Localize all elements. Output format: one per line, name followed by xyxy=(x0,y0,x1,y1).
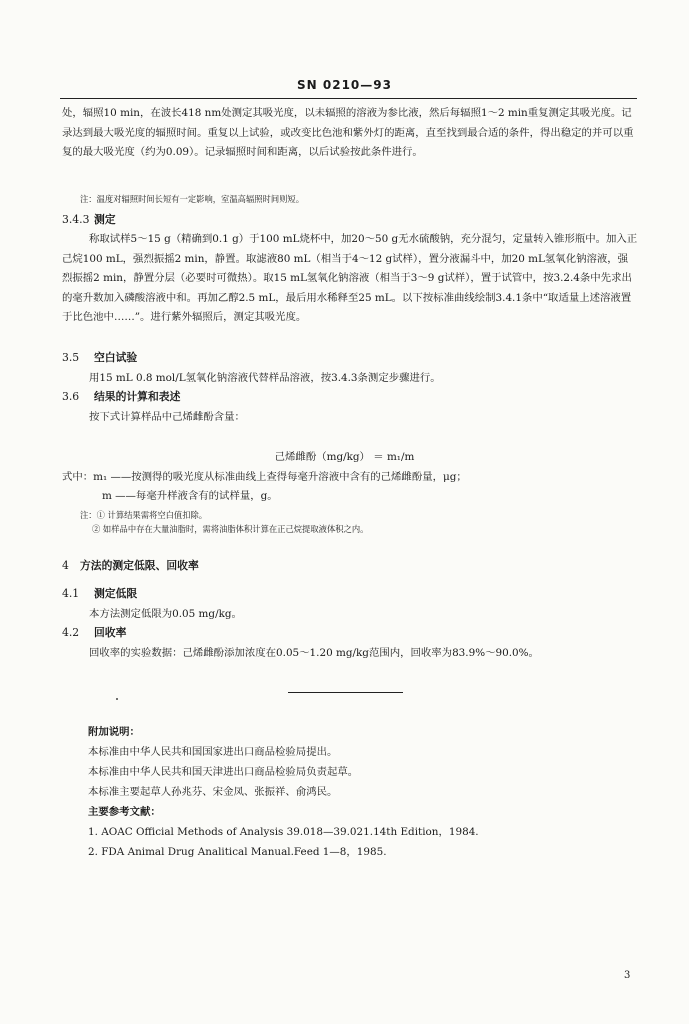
page-number: 3 xyxy=(624,970,631,981)
section-3-5-paragraph: 用15 mL 0.8 mol/L氢氧化钠溶液代替样品溶液，按3.4.3条测定步骤进行。 xyxy=(89,372,441,384)
section-4-2-paragraph: 回收率的实验数据：己烯雌酚添加浓度在0.05～1.20 mg/kg范围内，回收率为83.9%～90.0%。 xyxy=(89,647,539,659)
section-number: 4.2 xyxy=(62,626,80,639)
note-2: ② 如样品中存在大量油脂时，需将油脂体积计算在正己烷提取液体积之内。 xyxy=(92,524,369,534)
appendix-line-3: 本标准主要起草人孙兆芬、宋金凤、张振祥、俞鸿民。 xyxy=(88,786,338,798)
section-title: 测定低限 xyxy=(94,587,138,600)
section-title: 回收率 xyxy=(94,626,127,639)
reference-2: 2. FDA Animal Drug Analitical Manual.Feed 1—8，1985. xyxy=(88,846,387,858)
header-rule xyxy=(60,98,637,99)
section-title: 结果的计算和表述 xyxy=(94,390,181,403)
section-3-6-paragraph: 按下式计算样品中己烯雌酚含量： xyxy=(89,411,245,423)
section-3-4-3-heading xyxy=(62,212,116,227)
definition-m1: m₁ ——按测得的吸光度从标准曲线上查得每毫升溶液中含有的己烯雌酚量，μg； xyxy=(93,471,467,483)
appendix xyxy=(88,722,628,862)
section-title: 空白试验 xyxy=(94,351,138,364)
section-number: 3.4.3 xyxy=(62,213,90,226)
formula: 己烯雌酚（mg/kg） ＝ m₁/m xyxy=(274,451,415,463)
section-4-1-heading xyxy=(62,586,137,601)
notes-lead: 注： xyxy=(80,510,97,520)
section-number: 4 xyxy=(62,559,69,572)
definition-m: m ——每毫升样液含有的试样量，g。 xyxy=(102,490,278,502)
section-4-1-paragraph: 本方法测定低限为0.05 mg/kg。 xyxy=(89,608,242,620)
references-title: 主要参考文献： xyxy=(88,806,161,818)
definitions-lead: 式中： xyxy=(62,471,94,483)
section-3-6-heading xyxy=(62,389,180,404)
appendix-title: 附加说明： xyxy=(88,726,140,738)
section-number: 4.1 xyxy=(62,587,80,600)
section-title: 测定 xyxy=(94,213,116,226)
appendix-line-1: 本标准由中华人民共和国国家进出口商品检验局提出。 xyxy=(88,746,338,758)
intro-paragraph: 处，辐照10 min，在波长418 nm处测定其吸光度，以未辐照的溶液为参比液，然后每辐照1～2 min重复测定其吸光度。记录达到最大吸光度的辐照时间。重复以上试验，或改变比色池和紫外灯的距离，直至找到最合适的条件，得出稳定的并可以重复的最大吸光度（约为0.09）。记录辐照时间和距离，以后试验按此条件进行。 xyxy=(62,107,634,158)
calculation-notes xyxy=(80,508,636,536)
temperature-note: 注：温度对辐照时间长短有一定影响，室温高辐照时间则短。 xyxy=(80,194,305,204)
section-title: 方法的测定低限、回收率 xyxy=(80,559,199,572)
variable-definitions xyxy=(62,468,467,506)
reference-1: 1. AOAC Official Methods of Analysis 39.018—39.021.14th Edition，1984. xyxy=(88,826,479,838)
section-3-4-3-paragraph: 称取试样5～15 g（精确到0.1 g）于100 mL烧杯中，加20～50 g无水硫酸钠，充分混匀，定量转入锥形瓶中。加入正己烷100 mL，强烈振摇2 min，静置。取滤液80 mL（相当于4～12 g试样），置分液漏斗中，加20 mL氢氧化钠溶液，强烈振摇2 min，静置分层（必要时可微热）。取15 mL氢氧化钠溶液（相当于3～9 g试样），置于试管中，按3.2.4条中先求出的毫升数加入磷酸溶液中和。再加乙醇2.5 mL，最后用水稀释至25 mL。以下按标准曲线绘制3.4.1条中“取适量上述溶液置于比色池中……”。进行紫外辐照后，测定其吸光度。 xyxy=(62,233,638,323)
appendix-line-2: 本标准由中华人民共和国天津进出口商品检验局负责起草。 xyxy=(88,766,359,778)
end-separator xyxy=(288,692,403,693)
section-number: 3.6 xyxy=(62,390,80,403)
standard-code-header: SN 0210—93 xyxy=(297,78,392,92)
section-4-2-heading xyxy=(62,625,126,640)
section-4-heading xyxy=(62,558,199,573)
section-3-5-heading xyxy=(62,350,137,365)
section-number: 3.5 xyxy=(62,351,80,364)
speck xyxy=(116,698,118,700)
note-1: ① 计算结果需将空白值扣除。 xyxy=(96,510,208,520)
